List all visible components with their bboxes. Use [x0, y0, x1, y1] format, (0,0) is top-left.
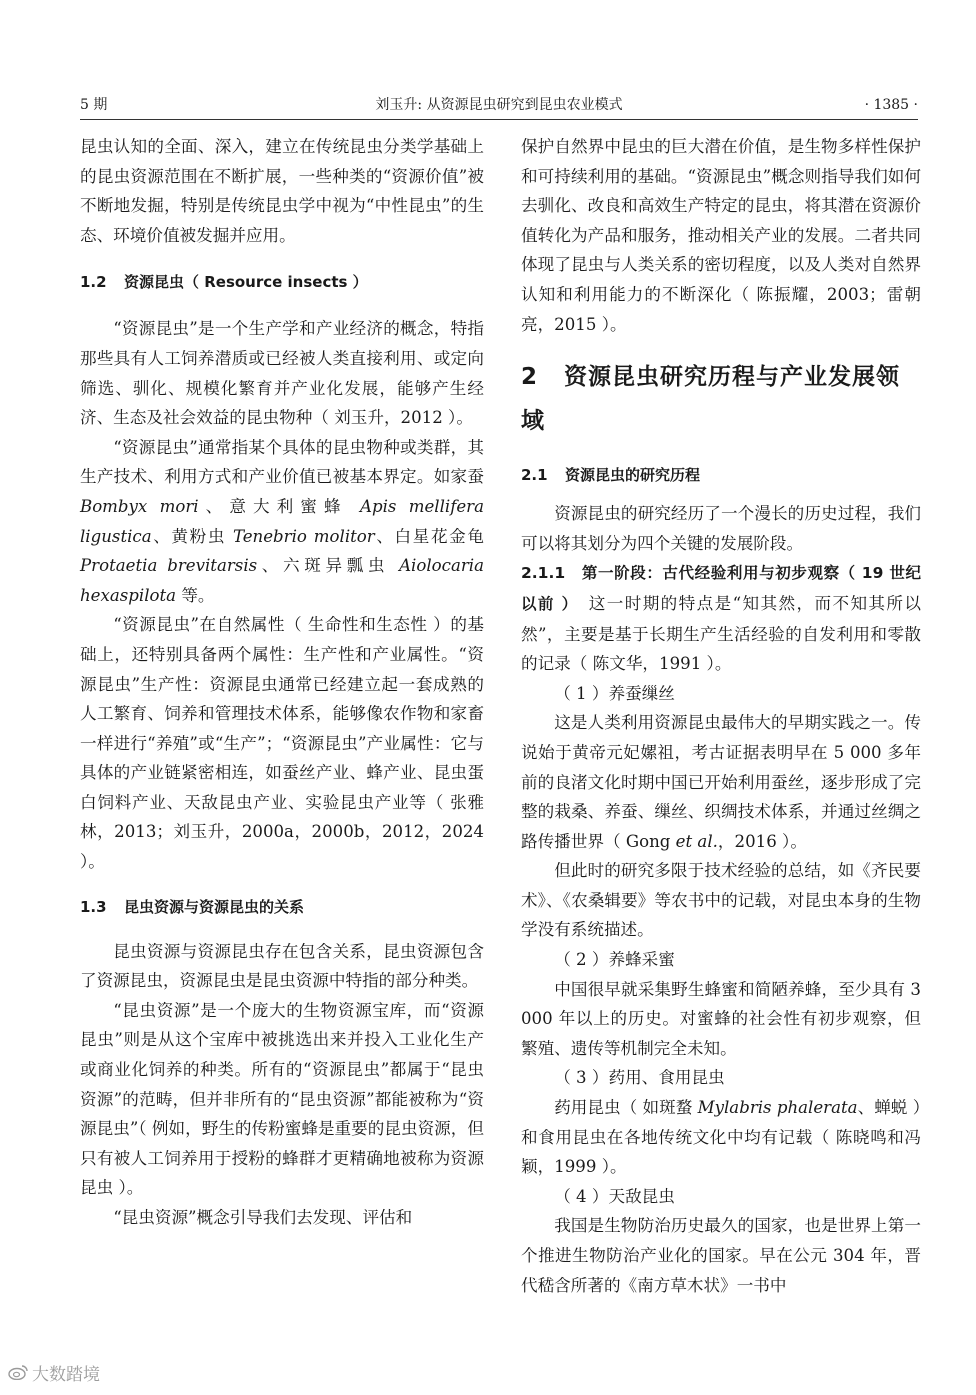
issue-number: 5 期	[80, 97, 108, 113]
section-title: 资源昆虫研究历程与产业发展领域	[521, 364, 901, 435]
subsection-heading-2-1-1: 2.1.1 第一阶段：古代经验利用与初步观察（ 19 世纪以前 ）	[521, 564, 921, 613]
section-title: 资源昆虫的研究历程	[565, 466, 701, 485]
weibo-icon	[8, 1364, 28, 1384]
section-number: 1.3	[80, 897, 107, 916]
paragraph: 保护自然界中昆虫的巨大潜在价值，是生物多样性保护和可持续利用的基础。“资源昆虫”概念则指导我们如何去驯化、改良和高效生产特定的昆虫，将其潜在资源价值转化为产品和服务，推动相关产业的发展。二者共同体现了昆虫与人类关系的密切程度，以及人类对自然界认知和利用能力的不断深化（ 陈振耀，2003；雷朝亮，2015 ）。	[521, 137, 921, 334]
species-name: Apis mellifera ligustica	[80, 496, 485, 546]
paragraph: 资源昆虫的研究经历了一个漫长的历史过程，我们可以将其划分为四个关键的发展阶段。	[521, 504, 921, 553]
species-name: Protaetia brevitarsis	[80, 556, 258, 576]
subsection-paragraph: 2.1.1 第一阶段：古代经验利用与初步观察（ 19 世纪以前 ） 这一时期的特点是“知其然，而不知其所以然”，主要是基于长期生产生活经验的自发利用和零散的记录（ 陈文华，1991 ）。	[521, 564, 921, 674]
paragraph: 这是人类利用资源昆虫最伟大的早期实践之一。传说始于黄帝元妃嫘祖，考古证据表明早在 5 000 多年前的良渚文化时期中国已开始利用蚕丝，逐步形成了完整的栽桑、养蚕、缫丝、织绸技术体系，并通过丝绸之路传播世界（ Gong et al.，2016 ）。	[521, 713, 921, 851]
right-column	[521, 132, 921, 1300]
paragraph: “资源昆虫”是一个生产学和产业经济的概念，特指那些具有人工饲养潜质或已经被人类直接利用、或定向筛选、驯化、规模化繁育并产业化发展，能够产生经济、生态及社会效益的昆虫物种（ 刘玉升，2012 ）。	[80, 319, 484, 428]
paragraph: “昆虫资源”是一个庞大的生物资源宝库，而“资源昆虫”则是从这个宝库中被挑选出来并投入工业化生产或商业化饲养的种类。所有的“资源昆虫”都属于“昆虫资源”的范畴，但并非所有的“昆虫资源”都能被称为“资源昆虫”（ 例如，野生的传粉蜜蜂是重要的昆虫资源，但只有被人工饲养用于授粉的蜂群才更精确地被称为资源昆虫 ）。	[80, 1000, 484, 1198]
watermark-text: 大数踏境	[32, 1365, 100, 1385]
paragraph: 昆虫资源与资源昆虫存在包含关系，昆虫资源包含了资源昆虫，资源昆虫是昆虫资源中特指的部分种类。	[80, 941, 484, 991]
species-name: Tenebrio molitor	[232, 526, 375, 546]
paragraph: “昆虫资源”概念引导我们去发现、评估和	[113, 1208, 413, 1227]
list-item: （ 1 ）养蚕缫丝	[554, 683, 675, 703]
paragraph: “资源昆虫”在自然属性（ 生命性和生态性 ）的基础上，还特别具备两个属性：生产性和产业属性。“资源昆虫”生产性：资源昆虫通常已经建立起一套成熟的人工繁育、饲养和管理技术体系，能够像农作物和家畜一样进行“养殖”或“生产”；“资源昆虫”产业属性：它与具体的产业链紧密相连，如蚕丝产业、蜂产业、昆虫蛋白饲料产业、天敌昆虫产业、实验昆虫产业等（ 张雅林，2013；刘玉升，2000a，2000b，2012，2024 ）。	[80, 615, 484, 872]
species-name: Bombyx mori	[80, 496, 199, 516]
header-rule	[80, 119, 918, 120]
species-name: Aiolocaria hexaspilota	[80, 556, 484, 605]
list-item: （ 4 ）天敌昆虫	[554, 1186, 675, 1206]
watermark	[8, 1360, 100, 1385]
paragraph: 但此时的研究多限于技术经验的总结，如《齐民要术》、《农桑辑要》等农书中的记载，对昆虫本身的生物学没有系统描述。	[521, 861, 921, 940]
section-heading-2	[521, 355, 921, 443]
paragraph: 药用昆虫（ 如斑蝥 Mylabris phalerata、蝉蜕 ）和食用昆虫在各地传统文化中均有记载（ 陈晓鸣和冯颖，1999 ）。	[521, 1098, 921, 1177]
section-heading-1-2	[80, 272, 484, 292]
left-column	[80, 132, 484, 1233]
paragraph: 昆虫认知的全面、深入，建立在传统昆虫分类学基础上的昆虫资源范围在不断扩展，一些种类的“资源价值”被不断地发掘，特别是传统昆虫学中视为“中性昆虫”的生态、环境价值被发掘并应用。	[80, 137, 484, 245]
list-item: （ 3 ）药用、食用昆虫	[554, 1068, 725, 1088]
species-name: Mylabris phalerata	[697, 1098, 858, 1118]
citation-etal: et al.	[675, 831, 718, 851]
section-heading-1-3	[80, 897, 484, 917]
paragraph: 我国是生物防治历史最久的国家，也是世界上第一个推进生物防治产业化的国家。早在公元 304 年，晋代嵇含所著的《南方草木状》一书中	[521, 1216, 921, 1295]
paragraph: “资源昆虫”通常指某个具体的昆虫物种或类群，其生产技术、利用方式和产业价值已被基本界定。如家蚕 Bombyx mori、意大利蜜蜂 Apis mellifera ligustica、黄粉虫 Tenebrio molitor、白星花金龟 Protaetia brevitarsis、六斑异瓢虫 Aiolocaria hexaspilota 等。	[80, 437, 485, 605]
page-number: · 1385 ·	[864, 97, 918, 113]
section-number: 1.2	[80, 273, 107, 292]
running-header	[80, 92, 918, 118]
section-number: 2	[521, 364, 539, 391]
running-title: 刘玉升: 从资源昆虫研究到昆虫农业模式	[375, 97, 623, 113]
section-number: 2.1	[521, 466, 548, 485]
section-heading-2-1	[521, 465, 921, 485]
paragraph: 中国很早就采集野生蜂蜜和简陋养蜂，至少具有 3 000 年以上的历史。对蜜蜂的社会性有初步观察，但繁殖、遗传等机制完全未知。	[521, 979, 921, 1058]
list-item: （ 2 ）养蜂采蜜	[554, 950, 675, 970]
section-title: 资源昆虫（ Resource insects ）	[124, 273, 368, 292]
section-title: 昆虫资源与资源昆虫的关系	[124, 897, 305, 916]
